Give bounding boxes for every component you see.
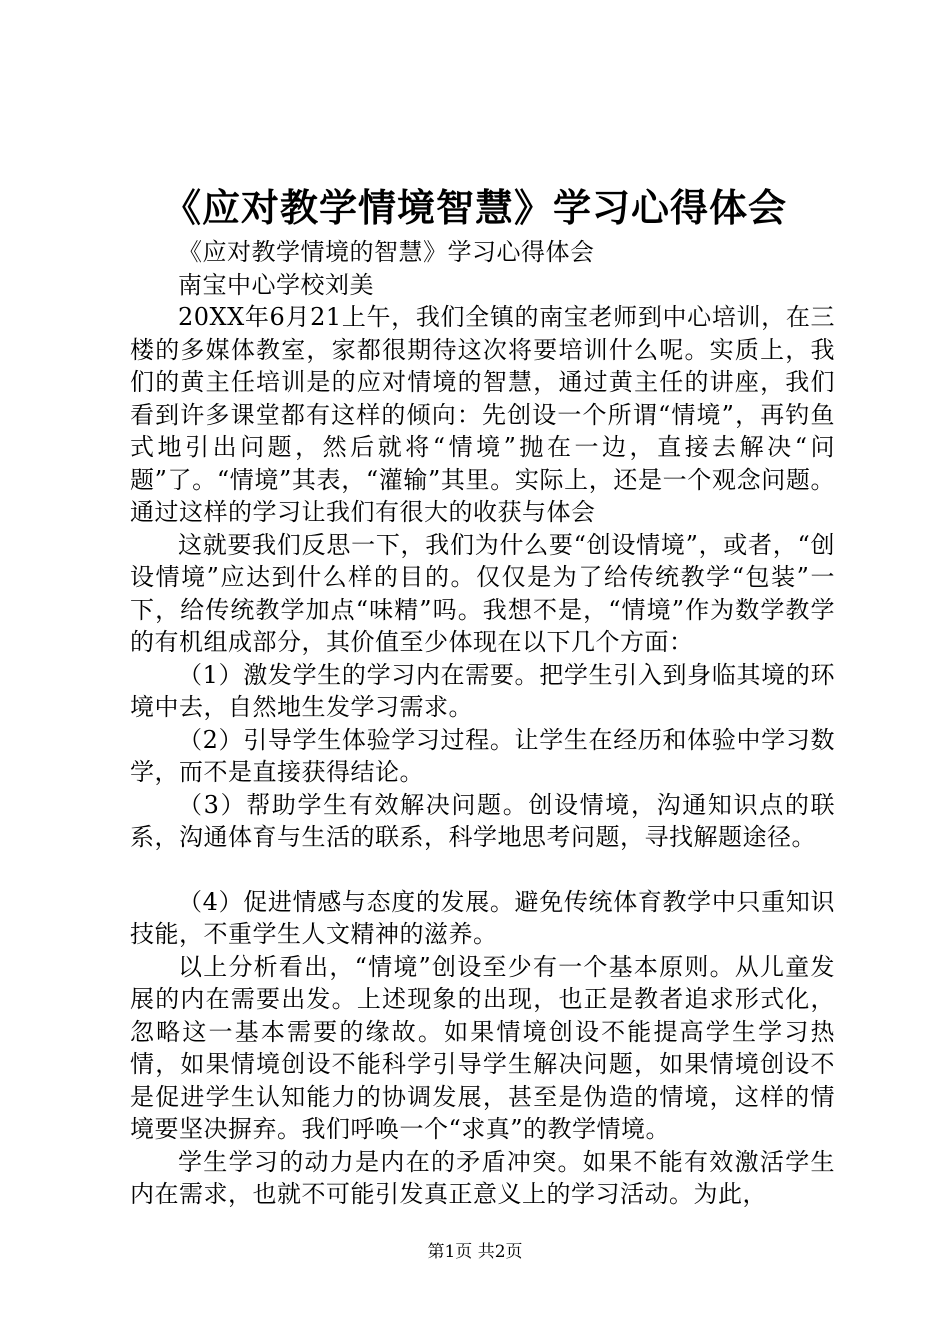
document-body xyxy=(130,236,835,1211)
page-number: 第1页 共2页 xyxy=(427,1242,523,1262)
subtitle: 《应对教学情境的智慧》学习心得体会 xyxy=(178,238,595,266)
paragraph-5: （3）帮助学生有效解决问题。创设情境，沟通知识点的联系，沟通体育与生活的联系，科学地思考问题，寻找解题途径。 xyxy=(130,790,835,851)
paragraph-8: 学生学习的动力是内在的矛盾冲突。如果不能有效激活学生内在需求，也就不可能引发真正意义上的学习活动。为此， xyxy=(130,1147,835,1208)
paragraph-gap xyxy=(130,854,835,886)
document-title: 《应对教学情境智慧》学习心得体会 xyxy=(162,186,787,230)
paragraph-6: （4）促进情感与态度的发展。避免传统体育教学中只重知识技能，不重学生人文精神的滋养。 xyxy=(130,887,835,948)
paragraph-3: （1）激发学生的学习内在需要。把学生引入到身临其境的环境中去，自然地生发学习需求。 xyxy=(130,660,835,721)
paragraph-4: （2）引导学生体验学习过程。让学生在经历和体验中学习数学，而不是直接获得结论。 xyxy=(130,725,835,786)
paragraph-2: 这就要我们反思一下，我们为什么要“创设情境”，或者，“创设情境”应达到什么样的目的。仅仅是为了给传统教学“包装”一下，给传统教学加点“味精”吗。我想不是，“情境”作为数学教学的有机组成部分，其价值至少体现在以下几个方面： xyxy=(130,530,835,656)
paragraph-1: 20XX年6月21上午，我们全镇的南宝老师到中心培训，在三楼的多媒体教室，家都很期待这次将要培训什么呢。实质上，我们的黄主任培训是的应对情境的智慧，通过黄主任的讲座，我们看到许多课堂都有这样的倾向：先创设一个所谓“情境”，再钓鱼式地引出问题，然后就将“情境”抛在一边，直接去解决“问题”了。“情境”其表，“灌输”其里。实际上，还是一个观念问题。通过这样的学习让我们有很大的收获与体会 xyxy=(130,303,835,526)
author-line: 南宝中心学校刘美 xyxy=(178,270,374,299)
paragraph-7: 以上分析看出，“情境”创设至少有一个基本原则。从儿童发展的内在需要出发。上述现象的出现，也正是教者追求形式化，忽略这一基本需要的缘故。如果情境创设不能提高学生学习热情，如果情境创设不能科学引导学生解决问题，如果情境创设不是促进学生认知能力的协调发展，甚至是伪造的情境，这样的情境要坚决摒弃。我们呼唤一个“求真”的教学情境。 xyxy=(130,952,835,1143)
